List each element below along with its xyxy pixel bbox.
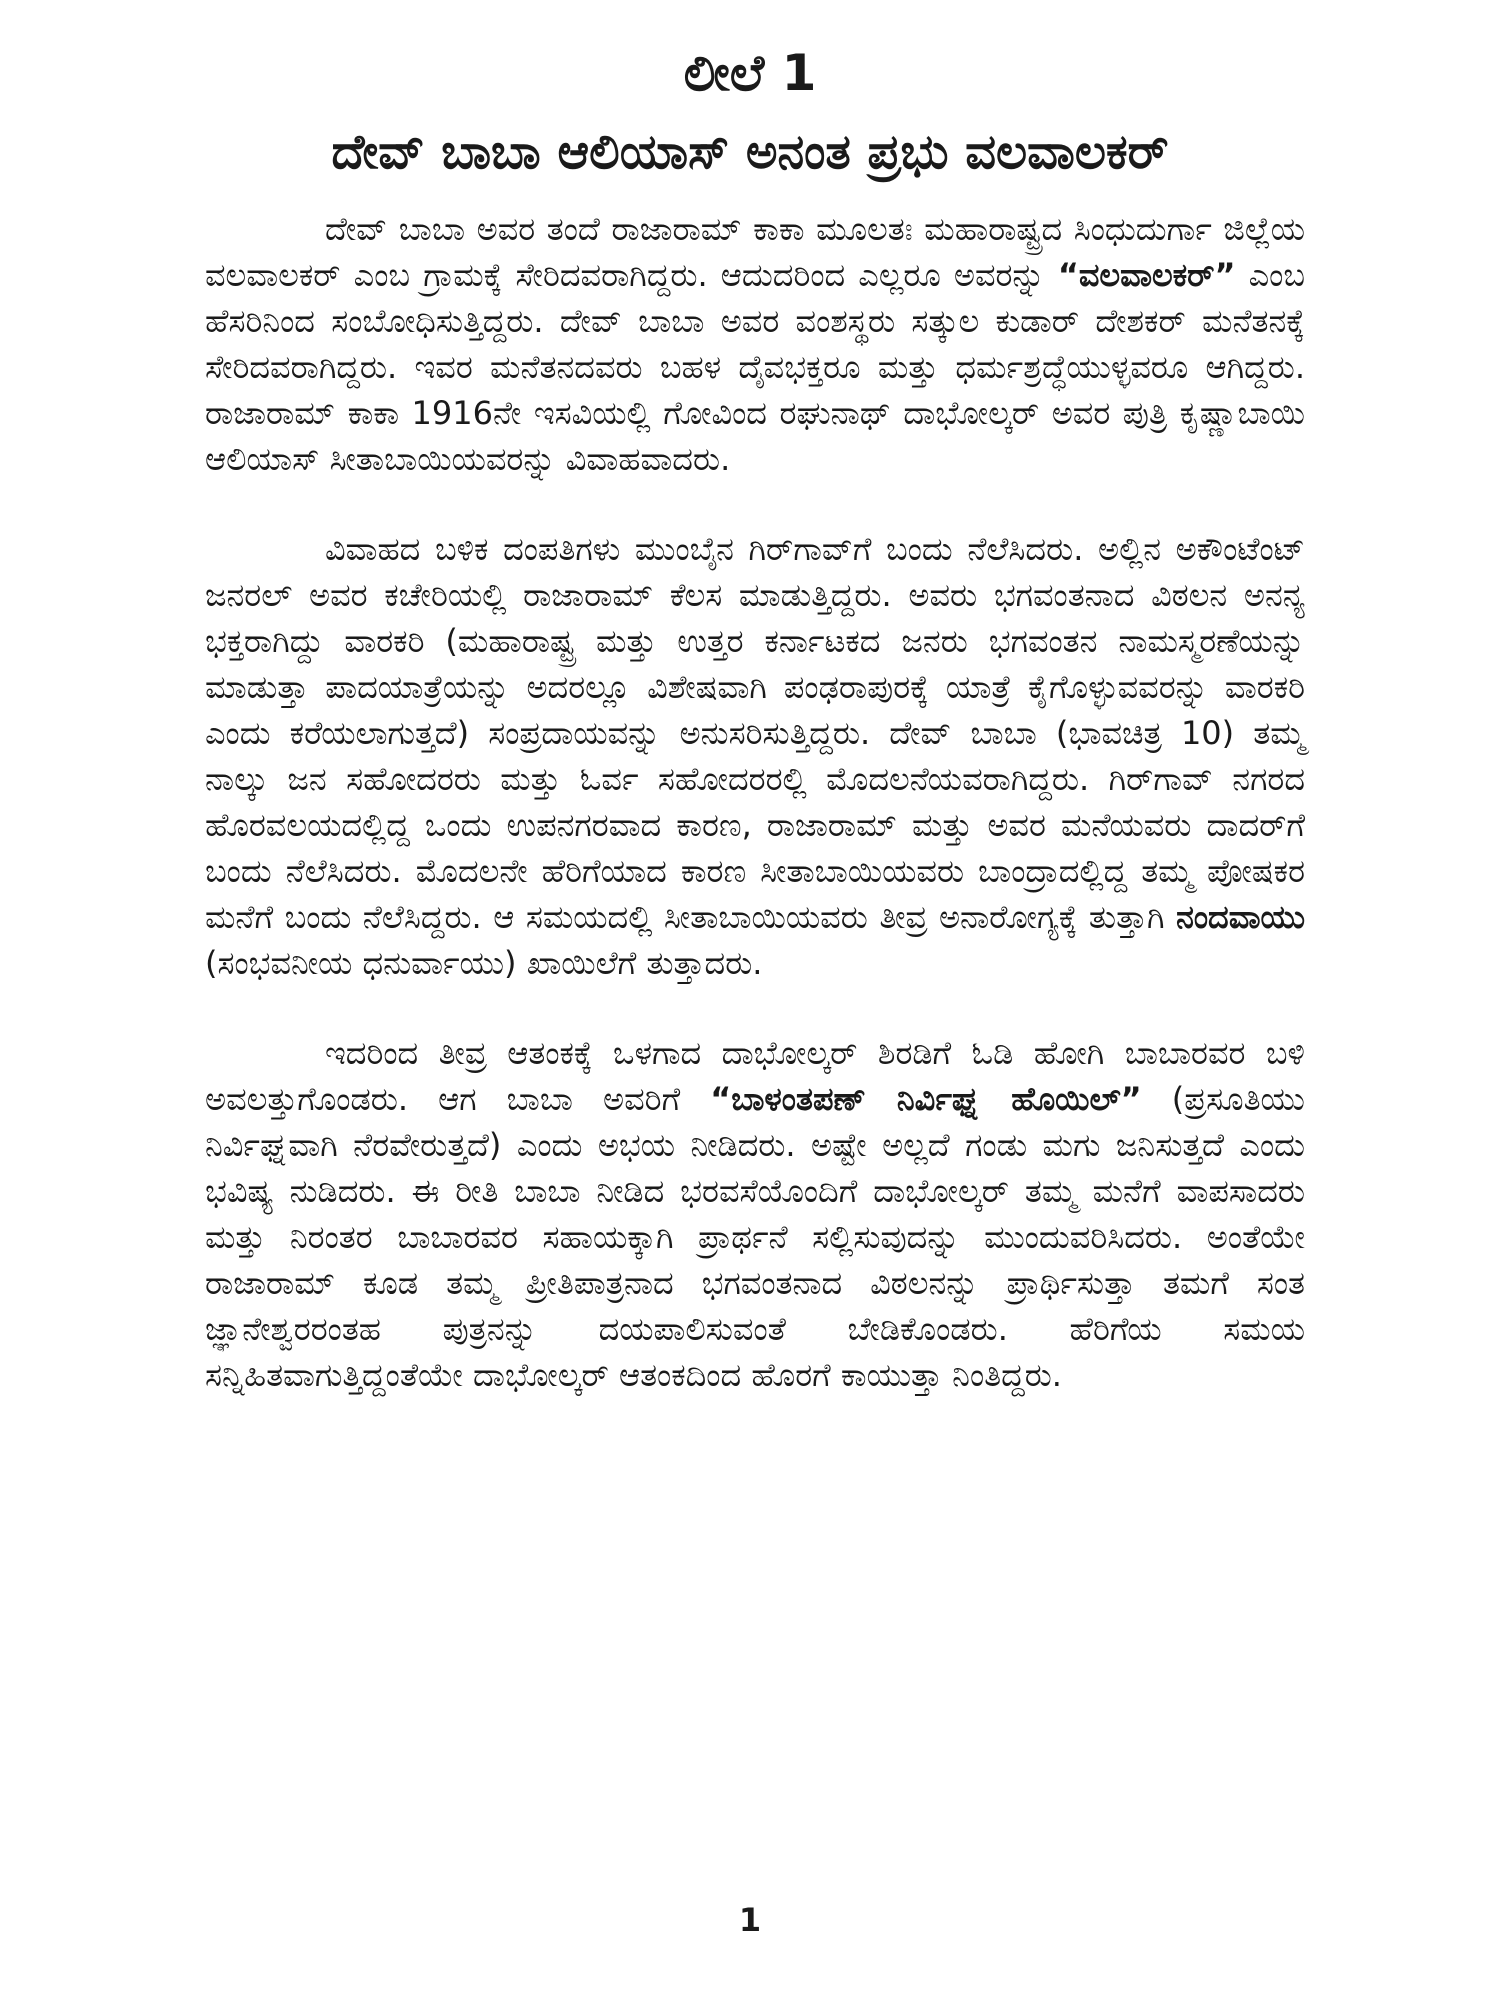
paragraph-2-text-a: ವಿವಾಹದ ಬಳಿಕ ದಂಪತಿಗಳು ಮುಂಬೈನ ಗಿರ್‌ಗಾವ್‌ಗೆ ಬಂದು ನೆಲೆಸಿದರು. ಅಲ್ಲಿನ ಅಕೌಂಟೆಂಟ್ ಜನರಲ್ ಅವರ ಕಚೇರಿಯಲ್ಲಿ ರಾಜಾರಾಮ್ ಕೆಲಸ ಮಾಡುತ್ತಿದ್ದರು. ಅವರು ಭಗವಂತನಾದ ವಿಠಲನ ಅನನ್ಯ ಭಕ್ತರಾಗಿದ್ದು ವಾರಕರಿ (ಮಹಾರಾಷ್ಟ್ರ ಮತ್ತು ಉತ್ತರ ಕರ್ನಾಟಕದ ಜನರು ಭಗವಂತನ ನಾಮಸ್ಮರಣೆಯನ್ನು ಮಾಡುತ್ತಾ ಪಾದಯಾತ್ರೆಯನ್ನು ಅದರಲ್ಲೂ ವಿಶೇಷವಾಗಿ ಪಂಢರಾಪುರಕ್ಕೆ ಯಾತ್ರೆ ಕೈಗೊಳ್ಳುವವರನ್ನು ವಾರಕರಿ ಎಂದು ಕರೆಯಲಾಗುತ್ತದೆ) ಸಂಪ್ರದಾಯವನ್ನು ಅನುಸರಿಸುತ್ತಿದ್ದರು. ದೇವ್ ಬಾಬಾ (ಭಾವಚಿತ್ರ 10) ತಮ್ಮ ನಾಲ್ಕು ಜನ ಸಹೋದರರು ಮತ್ತು ಓರ್ವ ಸಹೋದರರಲ್ಲಿ ಮೊದಲನೆಯವರಾಗಿದ್ದರು. ಗಿರ್‌ಗಾವ್ ನಗರದ ಹೊರವಲಯದಲ್ಲಿದ್ದ ಒಂದು ಉಪನಗರವಾದ ಕಾರಣ, ರಾಜಾರಾಮ್ ಮತ್ತು ಅವರ ಮನೆಯವರು ದಾದರ್‌ಗೆ ಬಂದು ನೆಲೆಸಿದರು. ಮೊದಲನೇ ಹೆರಿಗೆಯಾದ ಕಾರಣ ಸೀತಾಬಾಯಿಯವರು ಬಾಂದ್ರಾದಲ್ಲಿದ್ದ ತಮ್ಮ ಪೋಷಕರ ಮನೆಗೆ ಬಂದು ನೆಲೆಸಿದ್ದರು. ಆ ಸಮಯದಲ್ಲಿ ಸೀತಾಬಾಯಿಯವರು ತೀವ್ರ ಅನಾರೋಗ್ಯಕ್ಕೆ ತುತ್ತಾಗಿ <box>205 530 1305 936</box>
paragraph-1-text-b: ಎಂಬ ಹೆಸರಿನಿಂದ ಸಂಬೋಧಿಸುತ್ತಿದ್ದರು. ದೇವ್ ಬಾಬಾ ಅವರ ವಂಶಸ್ಥರು ಸತ್ಕುಲ ಕುಡಾರ್ ದೇಶಕರ್ ಮನೆತನಕ್ಕೆ ಸೇರಿದವರಾಗಿದ್ದರು. ಇವರ ಮನೆತನದವರು ಬಹಳ ದೈವಭಕ್ತರೂ ಮತ್ತು ಧರ್ಮಶ್ರದ್ಧೆಯುಳ್ಳವರೂ ಆಗಿದ್ದರು. ರಾಜಾರಾಮ್ ಕಾಕಾ 1916ನೇ ಇಸವಿಯಲ್ಲಿ ಗೋವಿಂದ ರಘುನಾಥ್ ದಾಭೋಲ್ಕರ್ ಅವರ ಪುತ್ರಿ ಕೃಷ್ಣಾಬಾಯಿ ಆಲಿಯಾಸ್ ಸೀತಾಬಾಯಿಯವರನ್ನು ವಿವಾಹವಾದರು. <box>205 256 1305 478</box>
chapter-heading: ಲೀಲೆ 1 <box>683 44 817 102</box>
paragraph-2 <box>205 526 1305 986</box>
paragraph-3 <box>205 1030 1305 1398</box>
paragraph-1 <box>205 206 1305 482</box>
body-text <box>205 206 1305 1442</box>
page-number: 1 <box>738 1901 762 1939</box>
paragraph-1-text-a: ದೇವ್ ಬಾಬಾ ಅವರ ತಂದೆ ರಾಜಾರಾಮ್ ಕಾಕಾ ಮೂಲತಃ ಮಹಾರಾಷ್ಟ್ರದ ಸಿಂಧುದುರ್ಗಾ ಜಿಲ್ಲೆಯ ವಲವಾಲಕರ್ ಎಂಬ ಗ್ರಾಮಕ್ಕೆ ಸೇರಿದವರಾಗಿದ್ದರು. ಆದುದರಿಂದ ಎಲ್ಲರೂ ಅವರನ್ನು <box>205 210 1305 294</box>
paragraph-2-bold-term: ನಂದವಾಯು <box>1176 898 1305 936</box>
paragraph-3-bold-term: “ಬಾಳಂತಪಣ್ ನಿರ್ವಿಘ್ನ ಹೊಯಿಲ್” <box>710 1080 1142 1118</box>
paragraph-1-bold-term: “ವಲವಾಲಕರ್” <box>1057 256 1236 294</box>
paragraph-2-text-b: (ಸಂಭವನೀಯ ಧನುರ್ವಾಯು) ಖಾಯಿಲೆಗೆ ತುತ್ತಾದರು. <box>205 944 763 982</box>
paragraph-3-text-a: ಇದರಿಂದ ತೀವ್ರ ಆತಂಕಕ್ಕೆ ಒಳಗಾದ ದಾಭೋಲ್ಕರ್ ಶಿರಡಿಗೆ ಓಡಿ ಹೋಗಿ ಬಾಬಾರವರ ಬಳಿ ಅವಲತ್ತುಗೊಂಡರು. ಆಗ ಬಾಬಾ ಅವರಿಗೆ <box>205 1034 1305 1118</box>
chapter-title: ದೇವ್ ಬಾಬಾ ಆಲಿಯಾಸ್ ಅನಂತ ಪ್ರಭು ವಲವಾಲಕರ್ <box>331 124 1169 180</box>
paragraph-3-text-b: (ಪ್ರಸೂತಿಯು ನಿರ್ವಿಘ್ನವಾಗಿ ನೆರವೇರುತ್ತದೆ) ಎಂದು ಅಭಯ ನೀಡಿದರು. ಅಷ್ಟೇ ಅಲ್ಲದೆ ಗಂಡು ಮಗು ಜನಿಸುತ್ತದೆ ಎಂದು ಭವಿಷ್ಯ ನುಡಿದರು. ಈ ರೀತಿ ಬಾಬಾ ನೀಡಿದ ಭರವಸೆಯೊಂದಿಗೆ ದಾಭೋಲ್ಕರ್ ತಮ್ಮ ಮನೆಗೆ ವಾಪಸಾದರು ಮತ್ತು ನಿರಂತರ ಬಾಬಾರವರ ಸಹಾಯಕ್ಕಾಗಿ ಪ್ರಾರ್ಥನೆ ಸಲ್ಲಿಸುವುದನ್ನು ಮುಂದುವರಿಸಿದರು. ಅಂತೆಯೇ ರಾಜಾರಾಮ್ ಕೂಡ ತಮ್ಮ ಪ್ರೀತಿಪಾತ್ರನಾದ ಭಗವಂತನಾದ ವಿಠಲನನ್ನು ಪ್ರಾರ್ಥಿಸುತ್ತಾ ತಮಗೆ ಸಂತ ಜ್ಞಾನೇಶ್ವರರಂತಹ ಪುತ್ರನನ್ನು ದಯಪಾಲಿಸುವಂತೆ ಬೇಡಿಕೊಂಡರು. ಹೆರಿಗೆಯ ಸಮಯ ಸನ್ನಿಹಿತವಾಗುತ್ತಿದ್ದಂತೆಯೇ ದಾಭೋಲ್ಕರ್ ಆತಂಕದಿಂದ ಹೊರಗೆ ಕಾಯುತ್ತಾ ನಿಂತಿದ್ದರು. <box>205 1080 1305 1394</box>
